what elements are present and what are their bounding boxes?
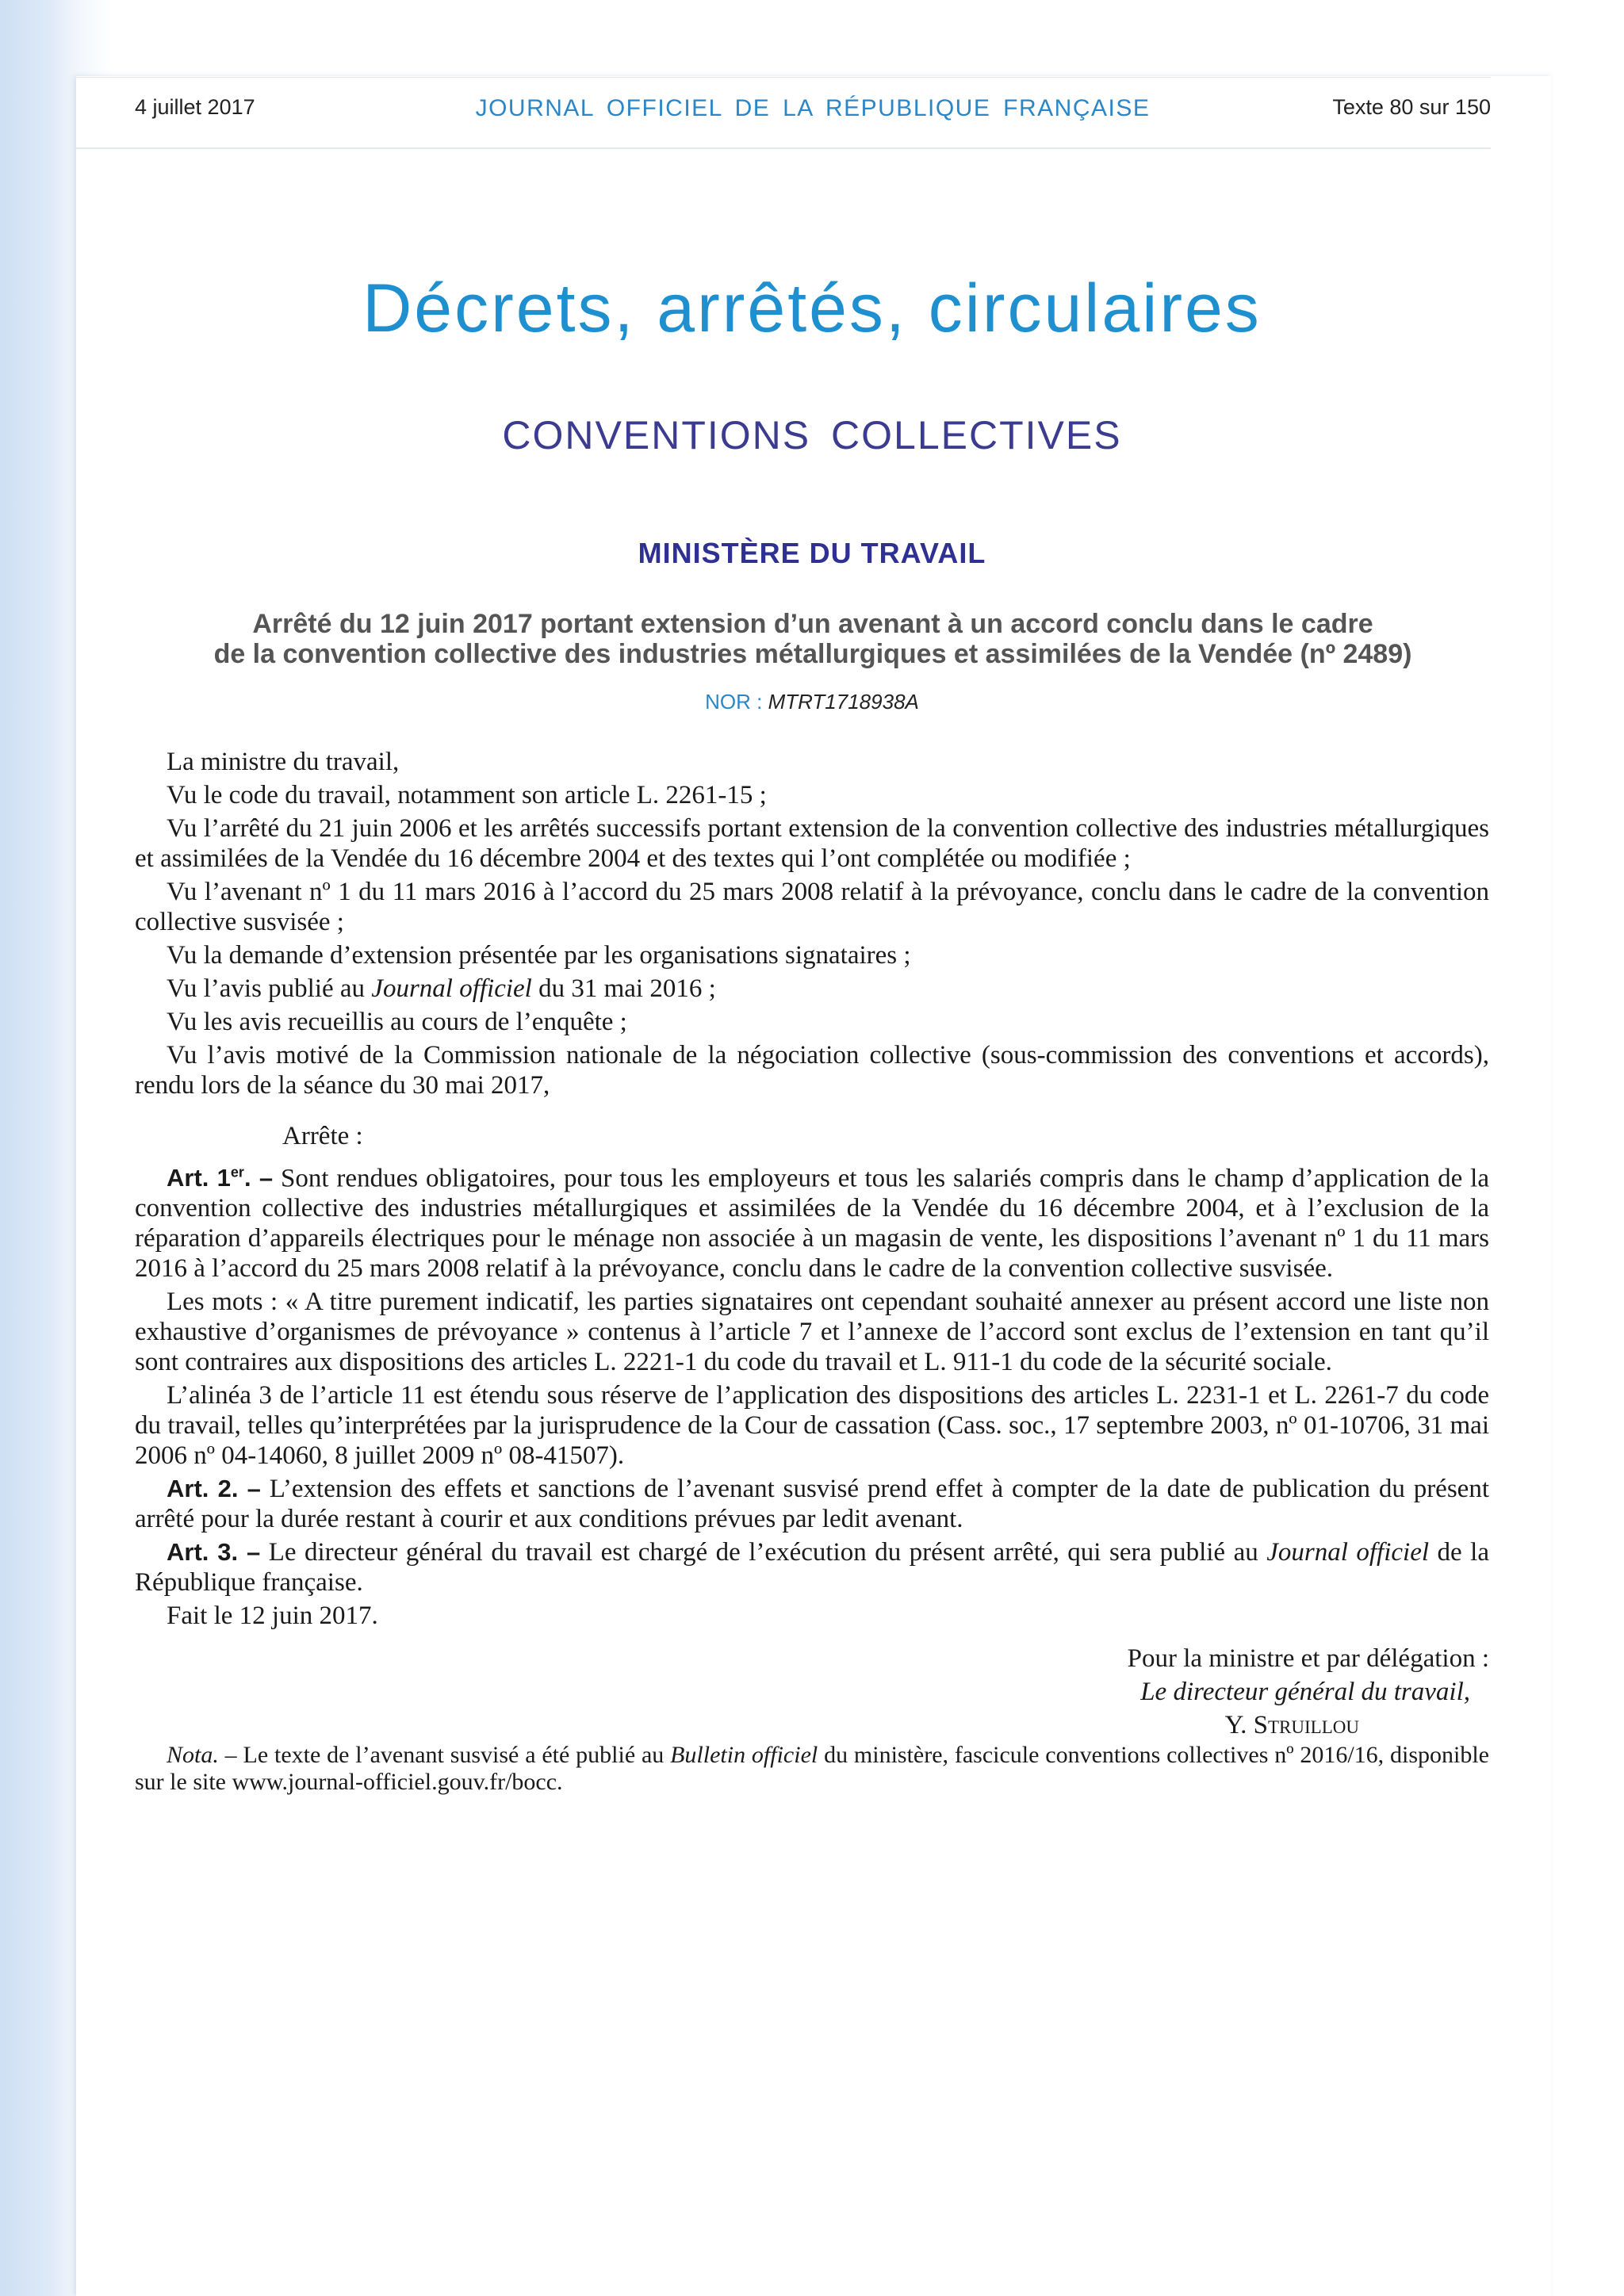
signature-name: Y. Struillou <box>1224 1711 1359 1740</box>
preamble-visa-avenant: Vu l’avenant nº 1 du 11 mars 2016 à l’accord du 25 mars 2008 relatif à la prévoyance, conclu dans le cadre de la convention collective susvisée ; <box>135 878 1489 936</box>
signature-title: Le directeur général du travail, <box>1140 1678 1470 1707</box>
article-1-para-1 <box>135 1158 1489 1284</box>
signature-block <box>135 1642 1489 1742</box>
arrete-title-line1: Arrêté du 12 juin 2017 portant extension d’un avenant à un accord conclu dans le cadre <box>252 609 1373 639</box>
article-3 <box>135 1537 1489 1598</box>
nota-text: Le texte de l’avenant susvisé a été publié au <box>236 1742 671 1769</box>
rubric-title: CONVENTIONS COLLECTIVES <box>502 413 1122 457</box>
bulletin-officiel-ref: Bulletin officiel <box>670 1742 818 1769</box>
article-3-label: Art. 3. – <box>167 1538 261 1567</box>
page-header <box>135 95 1491 127</box>
preamble-visa-commission: Vu l’avis motivé de la Commission nationale de la négociation collective (sous-commission des conventions et accords), rendu lors de la séance du 30 mai 2017, <box>135 1041 1489 1100</box>
article-1-label: Art. 1er. – <box>167 1164 274 1192</box>
preamble-visa-avis <box>135 974 1489 1004</box>
preamble-visa-demande: Vu la demande d’extension présentée par les organisations signataires ; <box>167 941 911 970</box>
ministry-title: MINISTÈRE DU TRAVAIL <box>638 537 986 569</box>
preamble-visa-avis-text: Vu l’avis publié au <box>167 974 372 1003</box>
article-2-label: Art. 2. – <box>167 1475 261 1503</box>
journal-officiel-ref: Journal officiel <box>371 974 532 1003</box>
document-body <box>135 747 1489 1799</box>
nor-value: MTRT1718938A <box>768 690 919 714</box>
arrete-title <box>111 609 1515 669</box>
top-divider <box>76 77 1491 78</box>
arrete-title-line2: de la convention collective des industries métallurgiques et assimilées de la Vendée (nº 2489) <box>213 639 1412 669</box>
nota-label: Nota. – <box>167 1742 237 1769</box>
preamble-visa-avis-date: du 31 mai 2016 ; <box>531 974 716 1003</box>
journal-officiel-ref: Journal officiel <box>1266 1538 1430 1567</box>
preamble-visa-arrete: Vu l’arrêté du 21 juin 2006 et les arrêtés successifs portant extension de la convention collective des industries métallurgiques et assimilées de la Vendée du 16 décembre 2004 et des textes qui l’ont complétée ou modifiée ; <box>135 814 1489 873</box>
article-1-para-2: Les mots : « A titre purement indicatif, les parties signataires ont cependant souhaité annexer au présent accord une liste non exhaustive d’organismes de prévoyance » contenus à l’article 7 et l’annexe de l’accord sont exclus de l’extension en tant qu’il sont contraires aux dispositions des articles L. 2221-1 du code du travail et L. 911-1 du code de la sécurité sociale. <box>135 1288 1489 1377</box>
nor-label: NOR : <box>705 690 763 714</box>
header-divider <box>76 147 1491 149</box>
header-date: 4 juillet 2017 <box>135 95 255 119</box>
fait-le: Fait le 12 juin 2017. <box>167 1601 378 1631</box>
signature-delegation: Pour la ministre et par délégation : <box>1127 1644 1489 1674</box>
preamble-visa-code: Vu le code du travail, notamment son article L. 2261-15 ; <box>167 781 767 809</box>
header-journal-title: JOURNAL OFFICIEL DE LA RÉPUBLIQUE FRANÇAISE <box>475 95 1151 121</box>
nor-reference <box>0 690 1624 714</box>
nota <box>135 1742 1489 1796</box>
article-1-text: Sont rendues obligatoires, pour tous les employeurs et tous les salariés compris dans le champ d’application de la convention collective des industries métallurgiques et assimilées de la Vendée du 16 décembre 2004, et à l’exclusion de la réparation d’appareils électriques pour le ménage non associée à un magasin de vente, les dispositions l’avenant nº 1 du 11 mars 2016 à l’accord du 25 mars 2008 relatif à la prévoyance, conclu dans le cadre de la convention collective susvisée. <box>135 1164 1490 1284</box>
header-text-number: Texte 80 sur 150 <box>1332 95 1491 119</box>
arrete-word: Arrête : <box>282 1122 363 1150</box>
article-2 <box>135 1474 1489 1534</box>
article-2-text: L’extension des effets et sanctions de l’avenant susvisé prend effet à compter de la date de publication du présent arrêté pour la durée restant à courir et aux conditions prévues par ledit avenant. <box>135 1475 1489 1534</box>
article-3-text: Le directeur général du travail est chargé de l’exécution du présent arrêté, qui sera publié au <box>260 1538 1267 1567</box>
article-1-para-3: L’alinéa 3 de l’article 11 est étendu sous réserve de l’application des dispositions des articles L. 2231-1 et L. 2261-7 du code du travail, telles qu’interprétées par la jurisprudence de la Cour de cassation (Cass. soc., 17 septembre 2003, nº 01-10706, 31 mai 2006 nº 04-14060, 8 juillet 2009 nº 08-41507). <box>135 1381 1489 1471</box>
preamble-visa-enquete: Vu les avis recueillis au cours de l’enquête ; <box>167 1008 627 1036</box>
nota-text-end: du ministère, fascicule conventions collectives nº 2016/16, disponible sur le site www.journal-officiel.gouv.fr/bocc. <box>135 1742 1489 1796</box>
preamble-minister: La ministre du travail, <box>167 748 400 776</box>
article-3-text-end: de la République française. <box>135 1538 1489 1598</box>
section-title: Décrets, arrêtés, circulaires <box>362 270 1262 346</box>
